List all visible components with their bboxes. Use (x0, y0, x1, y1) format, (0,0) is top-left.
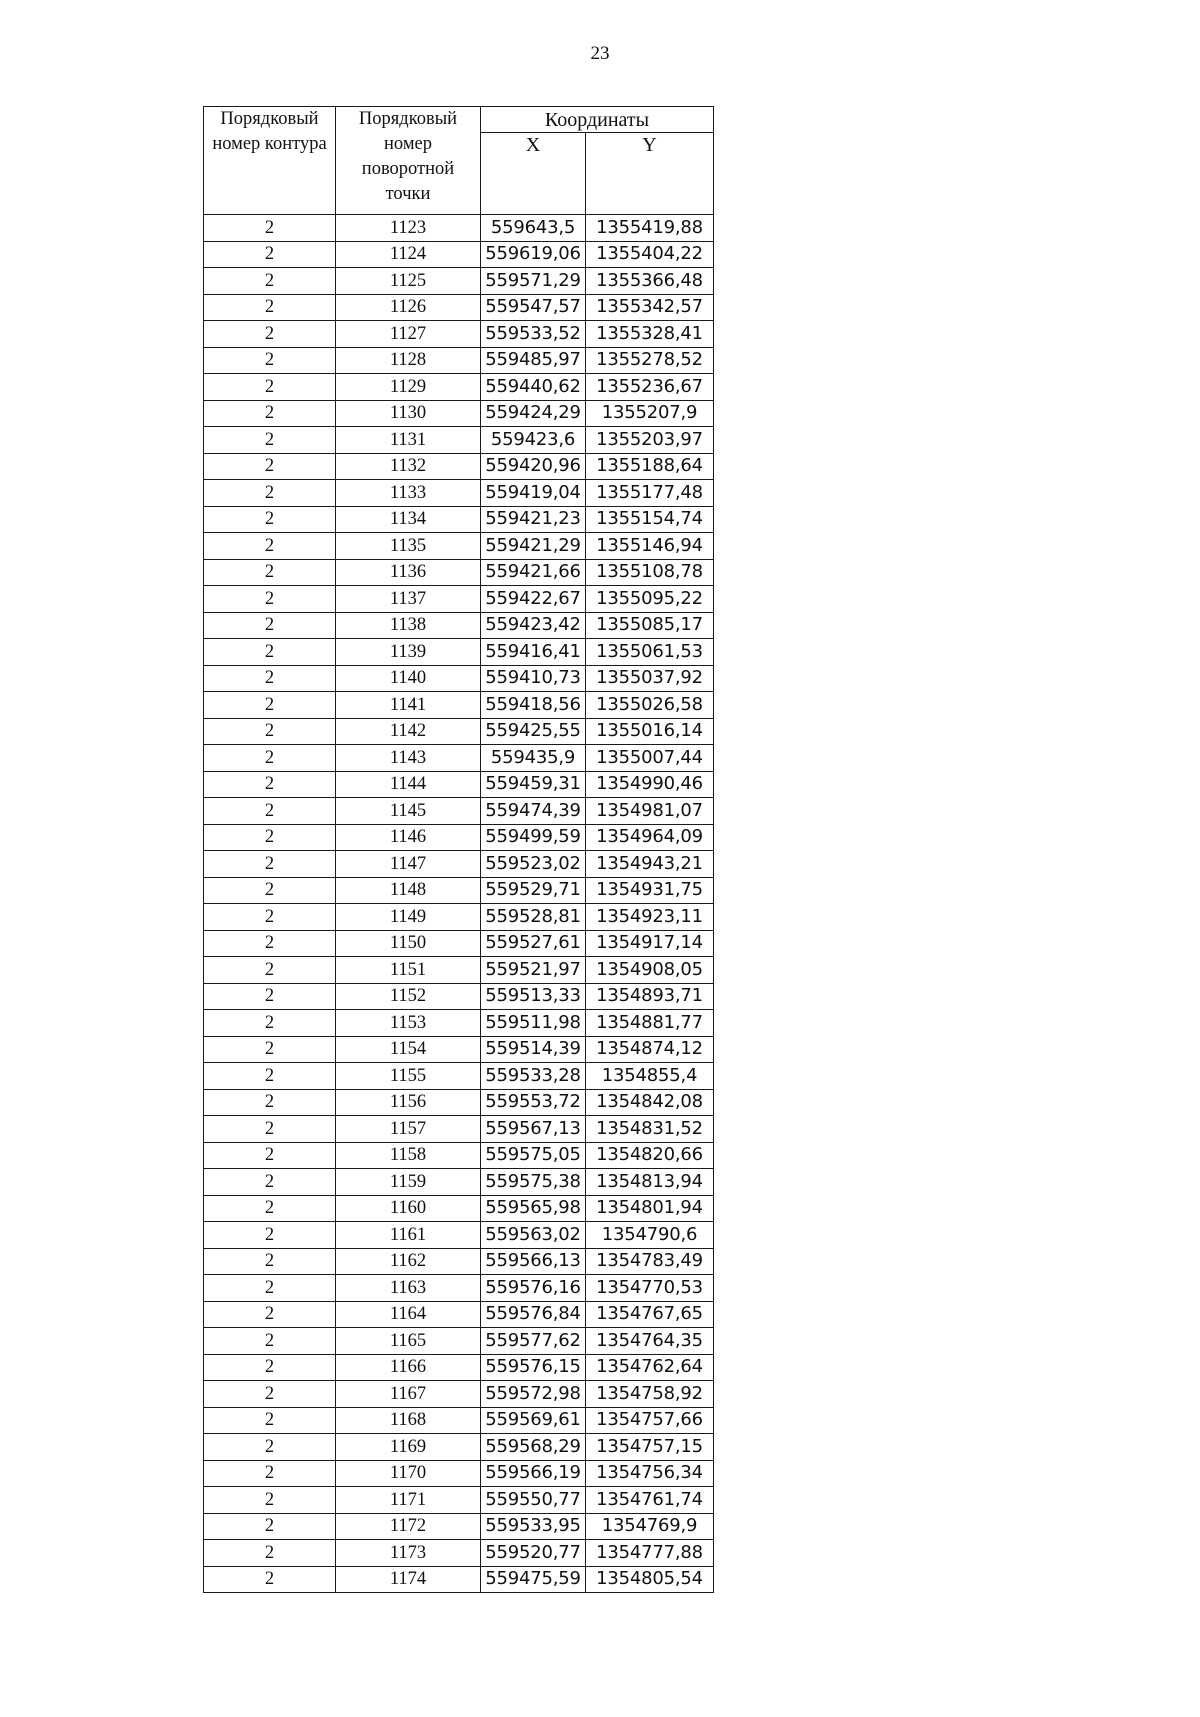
cell-point-number: 1144 (336, 771, 481, 798)
cell-contour-number: 2 (204, 1301, 336, 1328)
cell-x: 559550,77 (481, 1487, 586, 1514)
table-row (204, 1301, 714, 1328)
cell-point-number: 1172 (336, 1513, 481, 1540)
table-row (204, 1116, 714, 1143)
cell-point-number: 1130 (336, 400, 481, 427)
cell-x: 559575,38 (481, 1169, 586, 1196)
cell-contour-number: 2 (204, 745, 336, 772)
table-row (204, 1222, 714, 1249)
cell-contour-number: 2 (204, 851, 336, 878)
cell-x: 559569,61 (481, 1407, 586, 1434)
cell-x: 559421,23 (481, 506, 586, 533)
cell-point-number: 1154 (336, 1036, 481, 1063)
cell-contour-number: 2 (204, 1407, 336, 1434)
cell-x: 559566,13 (481, 1248, 586, 1275)
table-row (204, 506, 714, 533)
cell-y: 1354757,15 (586, 1434, 714, 1461)
cell-point-number: 1157 (336, 1116, 481, 1143)
cell-y: 1355404,22 (586, 241, 714, 268)
cell-y: 1355278,52 (586, 347, 714, 374)
cell-point-number: 1151 (336, 957, 481, 984)
cell-x: 559575,05 (481, 1142, 586, 1169)
cell-x: 559459,31 (481, 771, 586, 798)
table-row (204, 1407, 714, 1434)
cell-x: 559643,5 (481, 215, 586, 242)
cell-y: 1354923,11 (586, 904, 714, 931)
table-row (204, 453, 714, 480)
table-row (204, 1513, 714, 1540)
cell-contour-number: 2 (204, 1487, 336, 1514)
table-row (204, 692, 714, 719)
cell-point-number: 1137 (336, 586, 481, 613)
table-row (204, 1328, 714, 1355)
cell-y: 1355016,14 (586, 718, 714, 745)
cell-y: 1355177,48 (586, 480, 714, 507)
cell-y: 1355108,78 (586, 559, 714, 586)
cell-point-number: 1156 (336, 1089, 481, 1116)
cell-y: 1355154,74 (586, 506, 714, 533)
cell-y: 1354761,74 (586, 1487, 714, 1514)
cell-contour-number: 2 (204, 1036, 336, 1063)
cell-contour-number: 2 (204, 1195, 336, 1222)
table-row (204, 321, 714, 348)
cell-point-number: 1164 (336, 1301, 481, 1328)
cell-y: 1354767,65 (586, 1301, 714, 1328)
page-number: 23 (590, 43, 610, 64)
cell-contour-number: 2 (204, 1275, 336, 1302)
table-row (204, 1381, 714, 1408)
cell-y: 1354769,9 (586, 1513, 714, 1540)
cell-x: 559619,06 (481, 241, 586, 268)
header-x: X (481, 133, 586, 215)
cell-contour-number: 2 (204, 930, 336, 957)
cell-contour-number: 2 (204, 1434, 336, 1461)
cell-x: 559553,72 (481, 1089, 586, 1116)
cell-point-number: 1173 (336, 1540, 481, 1567)
cell-y: 1354813,94 (586, 1169, 714, 1196)
cell-y: 1354790,6 (586, 1222, 714, 1249)
cell-contour-number: 2 (204, 533, 336, 560)
cell-contour-number: 2 (204, 427, 336, 454)
cell-x: 559421,29 (481, 533, 586, 560)
table-row (204, 1010, 714, 1037)
cell-y: 1355061,53 (586, 639, 714, 666)
cell-y: 1355366,48 (586, 268, 714, 295)
cell-x: 559576,84 (481, 1301, 586, 1328)
cell-y: 1354855,4 (586, 1063, 714, 1090)
cell-contour-number: 2 (204, 400, 336, 427)
cell-y: 1354943,21 (586, 851, 714, 878)
table-row (204, 851, 714, 878)
cell-y: 1354917,14 (586, 930, 714, 957)
cell-x: 559474,39 (481, 798, 586, 825)
cell-y: 1354881,77 (586, 1010, 714, 1037)
cell-point-number: 1150 (336, 930, 481, 957)
cell-point-number: 1169 (336, 1434, 481, 1461)
cell-y: 1355203,97 (586, 427, 714, 454)
table-row (204, 1540, 714, 1567)
cell-contour-number: 2 (204, 1222, 336, 1249)
cell-point-number: 1142 (336, 718, 481, 745)
cell-x: 559521,97 (481, 957, 586, 984)
table-row (204, 1275, 714, 1302)
table-row (204, 586, 714, 613)
table-row (204, 1460, 714, 1487)
cell-contour-number: 2 (204, 904, 336, 931)
cell-contour-number: 2 (204, 665, 336, 692)
cell-contour-number: 2 (204, 1142, 336, 1169)
cell-contour-number: 2 (204, 1328, 336, 1355)
cell-y: 1354757,66 (586, 1407, 714, 1434)
cell-point-number: 1174 (336, 1566, 481, 1593)
cell-y: 1354762,64 (586, 1354, 714, 1381)
cell-x: 559419,04 (481, 480, 586, 507)
cell-x: 559528,81 (481, 904, 586, 931)
cell-y: 1355188,64 (586, 453, 714, 480)
cell-point-number: 1162 (336, 1248, 481, 1275)
cell-y: 1354990,46 (586, 771, 714, 798)
cell-x: 559523,02 (481, 851, 586, 878)
table-header (204, 107, 714, 215)
cell-y: 1354777,88 (586, 1540, 714, 1567)
cell-x: 559422,67 (481, 586, 586, 613)
cell-y: 1355207,9 (586, 400, 714, 427)
cell-y: 1354820,66 (586, 1142, 714, 1169)
cell-point-number: 1158 (336, 1142, 481, 1169)
table-row (204, 612, 714, 639)
cell-x: 559423,42 (481, 612, 586, 639)
cell-x: 559533,52 (481, 321, 586, 348)
cell-y: 1355328,41 (586, 321, 714, 348)
table-row (204, 983, 714, 1010)
cell-y: 1355146,94 (586, 533, 714, 560)
table-row (204, 718, 714, 745)
cell-point-number: 1127 (336, 321, 481, 348)
cell-point-number: 1129 (336, 374, 481, 401)
cell-x: 559421,66 (481, 559, 586, 586)
cell-x: 559475,59 (481, 1566, 586, 1593)
table-row (204, 268, 714, 295)
cell-point-number: 1167 (336, 1381, 481, 1408)
cell-point-number: 1155 (336, 1063, 481, 1090)
table-row (204, 1487, 714, 1514)
cell-point-number: 1139 (336, 639, 481, 666)
cell-contour-number: 2 (204, 453, 336, 480)
cell-contour-number: 2 (204, 1354, 336, 1381)
cell-x: 559416,41 (481, 639, 586, 666)
cell-contour-number: 2 (204, 718, 336, 745)
table-row (204, 374, 714, 401)
cell-point-number: 1126 (336, 294, 481, 321)
cell-contour-number: 2 (204, 1381, 336, 1408)
cell-point-number: 1140 (336, 665, 481, 692)
coordinates-table (203, 106, 714, 1593)
cell-x: 559424,29 (481, 400, 586, 427)
cell-x: 559499,59 (481, 824, 586, 851)
cell-x: 559410,73 (481, 665, 586, 692)
cell-y: 1354756,34 (586, 1460, 714, 1487)
cell-y: 1355342,57 (586, 294, 714, 321)
cell-point-number: 1146 (336, 824, 481, 851)
cell-point-number: 1145 (336, 798, 481, 825)
cell-contour-number: 2 (204, 1010, 336, 1037)
cell-x: 559566,19 (481, 1460, 586, 1487)
cell-contour-number: 2 (204, 268, 336, 295)
cell-x: 559568,29 (481, 1434, 586, 1461)
cell-point-number: 1170 (336, 1460, 481, 1487)
table-row (204, 957, 714, 984)
cell-contour-number: 2 (204, 1248, 336, 1275)
table-row (204, 480, 714, 507)
cell-contour-number: 2 (204, 480, 336, 507)
cell-point-number: 1135 (336, 533, 481, 560)
table-row (204, 427, 714, 454)
cell-x: 559418,56 (481, 692, 586, 719)
cell-y: 1354874,12 (586, 1036, 714, 1063)
cell-x: 559533,95 (481, 1513, 586, 1540)
cell-x: 559529,71 (481, 877, 586, 904)
cell-point-number: 1128 (336, 347, 481, 374)
table-row (204, 215, 714, 242)
cell-contour-number: 2 (204, 1089, 336, 1116)
cell-y: 1354764,35 (586, 1328, 714, 1355)
cell-y: 1354842,08 (586, 1089, 714, 1116)
cell-contour-number: 2 (204, 639, 336, 666)
cell-contour-number: 2 (204, 321, 336, 348)
table-row (204, 559, 714, 586)
cell-x: 559577,62 (481, 1328, 586, 1355)
header-point-number: Порядковый номер поворотной точки (336, 107, 481, 215)
cell-x: 559520,77 (481, 1540, 586, 1567)
table-row (204, 1036, 714, 1063)
cell-y: 1354964,09 (586, 824, 714, 851)
cell-x: 559547,57 (481, 294, 586, 321)
cell-contour-number: 2 (204, 771, 336, 798)
cell-contour-number: 2 (204, 957, 336, 984)
cell-y: 1355085,17 (586, 612, 714, 639)
cell-x: 559527,61 (481, 930, 586, 957)
cell-point-number: 1125 (336, 268, 481, 295)
header-y: Y (586, 133, 714, 215)
cell-x: 559513,33 (481, 983, 586, 1010)
cell-y: 1354805,54 (586, 1566, 714, 1593)
cell-point-number: 1124 (336, 241, 481, 268)
cell-x: 559420,96 (481, 453, 586, 480)
cell-contour-number: 2 (204, 692, 336, 719)
cell-x: 559576,16 (481, 1275, 586, 1302)
cell-y: 1354770,53 (586, 1275, 714, 1302)
table-row (204, 1195, 714, 1222)
table-row (204, 665, 714, 692)
table-row (204, 904, 714, 931)
cell-point-number: 1141 (336, 692, 481, 719)
cell-point-number: 1159 (336, 1169, 481, 1196)
cell-y: 1355236,67 (586, 374, 714, 401)
cell-point-number: 1136 (336, 559, 481, 586)
cell-y: 1354931,75 (586, 877, 714, 904)
table-row (204, 241, 714, 268)
cell-point-number: 1165 (336, 1328, 481, 1355)
cell-contour-number: 2 (204, 877, 336, 904)
cell-x: 559511,98 (481, 1010, 586, 1037)
table-row (204, 1354, 714, 1381)
cell-x: 559485,97 (481, 347, 586, 374)
table-row (204, 1248, 714, 1275)
cell-point-number: 1134 (336, 506, 481, 533)
cell-contour-number: 2 (204, 798, 336, 825)
cell-contour-number: 2 (204, 824, 336, 851)
cell-contour-number: 2 (204, 1116, 336, 1143)
cell-contour-number: 2 (204, 1460, 336, 1487)
table-body (204, 215, 714, 1593)
cell-contour-number: 2 (204, 1540, 336, 1567)
cell-point-number: 1168 (336, 1407, 481, 1434)
cell-point-number: 1131 (336, 427, 481, 454)
cell-contour-number: 2 (204, 1566, 336, 1593)
cell-contour-number: 2 (204, 612, 336, 639)
cell-x: 559572,98 (481, 1381, 586, 1408)
header-coordinates: Координаты (481, 107, 714, 133)
cell-y: 1354981,07 (586, 798, 714, 825)
table-row (204, 533, 714, 560)
cell-y: 1354908,05 (586, 957, 714, 984)
cell-point-number: 1133 (336, 480, 481, 507)
cell-y: 1355007,44 (586, 745, 714, 772)
table-row (204, 400, 714, 427)
cell-contour-number: 2 (204, 559, 336, 586)
table-row (204, 745, 714, 772)
cell-contour-number: 2 (204, 241, 336, 268)
table-row (204, 930, 714, 957)
cell-y: 1354758,92 (586, 1381, 714, 1408)
cell-contour-number: 2 (204, 374, 336, 401)
cell-contour-number: 2 (204, 347, 336, 374)
cell-x: 559563,02 (481, 1222, 586, 1249)
table-row (204, 294, 714, 321)
cell-x: 559514,39 (481, 1036, 586, 1063)
cell-contour-number: 2 (204, 1513, 336, 1540)
cell-y: 1354893,71 (586, 983, 714, 1010)
cell-contour-number: 2 (204, 1169, 336, 1196)
table-row (204, 1063, 714, 1090)
table-row (204, 347, 714, 374)
table-row (204, 1169, 714, 1196)
cell-y: 1355419,88 (586, 215, 714, 242)
cell-point-number: 1163 (336, 1275, 481, 1302)
cell-y: 1354801,94 (586, 1195, 714, 1222)
cell-x: 559440,62 (481, 374, 586, 401)
cell-y: 1355037,92 (586, 665, 714, 692)
header-contour-number: Порядковый номер контура (204, 107, 336, 215)
table-row (204, 1089, 714, 1116)
cell-point-number: 1149 (336, 904, 481, 931)
table-row (204, 639, 714, 666)
cell-point-number: 1132 (336, 453, 481, 480)
cell-x: 559571,29 (481, 268, 586, 295)
cell-x: 559533,28 (481, 1063, 586, 1090)
cell-contour-number: 2 (204, 1063, 336, 1090)
cell-point-number: 1143 (336, 745, 481, 772)
table-row (204, 1434, 714, 1461)
cell-point-number: 1171 (336, 1487, 481, 1514)
cell-x: 559423,6 (481, 427, 586, 454)
cell-x: 559565,98 (481, 1195, 586, 1222)
cell-point-number: 1153 (336, 1010, 481, 1037)
cell-point-number: 1147 (336, 851, 481, 878)
cell-point-number: 1166 (336, 1354, 481, 1381)
cell-contour-number: 2 (204, 586, 336, 613)
table-row (204, 1566, 714, 1593)
table-row (204, 771, 714, 798)
cell-point-number: 1138 (336, 612, 481, 639)
cell-point-number: 1161 (336, 1222, 481, 1249)
cell-point-number: 1160 (336, 1195, 481, 1222)
cell-contour-number: 2 (204, 294, 336, 321)
cell-y: 1354831,52 (586, 1116, 714, 1143)
cell-point-number: 1123 (336, 215, 481, 242)
cell-contour-number: 2 (204, 215, 336, 242)
cell-x: 559425,55 (481, 718, 586, 745)
table-row (204, 798, 714, 825)
cell-x: 559567,13 (481, 1116, 586, 1143)
cell-x: 559576,15 (481, 1354, 586, 1381)
cell-point-number: 1148 (336, 877, 481, 904)
cell-x: 559435,9 (481, 745, 586, 772)
table-row (204, 1142, 714, 1169)
cell-y: 1355026,58 (586, 692, 714, 719)
table-row (204, 877, 714, 904)
cell-contour-number: 2 (204, 506, 336, 533)
cell-contour-number: 2 (204, 983, 336, 1010)
cell-y: 1355095,22 (586, 586, 714, 613)
cell-point-number: 1152 (336, 983, 481, 1010)
table-row (204, 824, 714, 851)
cell-y: 1354783,49 (586, 1248, 714, 1275)
